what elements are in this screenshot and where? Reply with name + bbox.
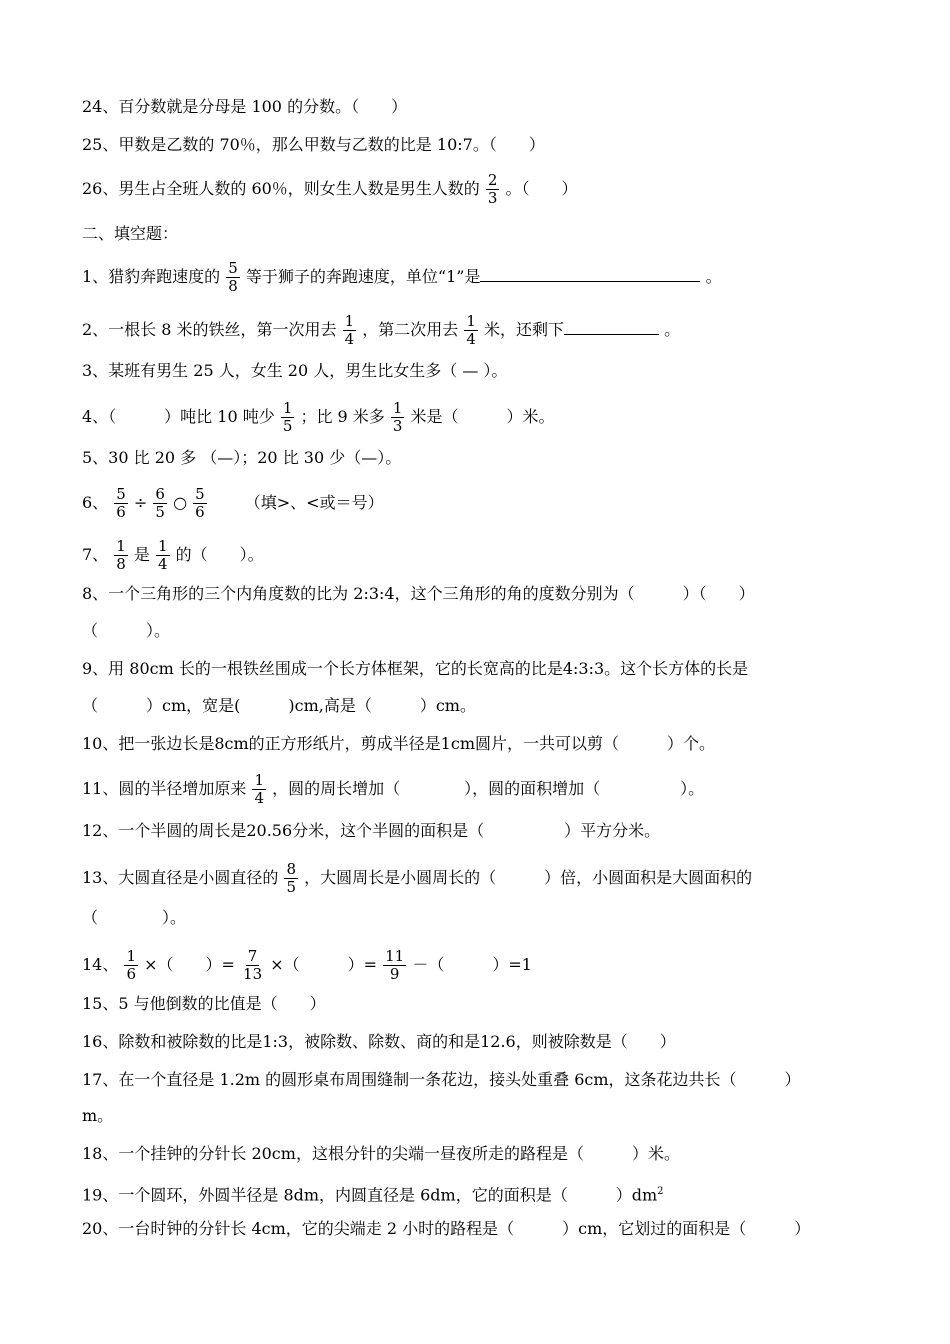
question-17-cont: m。 — [82, 1106, 114, 1125]
question-13: 13、大圆直径是小圆直径的 $\frac{8}{5}$ ，大圆周长是小圆周长的（ ）倍，小圆面积是大圆面积的 — [82, 860, 753, 896]
question-19: 19、一个圆环，外圆半径是 8dm，内圆直径是 6dm，它的面积是（ ）$dm^2$ — [82, 1185, 664, 1205]
question-12: 12、一个半圆的周长是20.56分米，这个半圆的面积是（ ）平方分米。 — [82, 821, 661, 840]
fraction: $\frac{2}{3}$ — [487, 171, 498, 207]
section-heading-fill-blank: 二、填空题： — [82, 224, 179, 243]
fraction: $\frac{1}{4}$ — [158, 537, 168, 573]
question-15: 15、5 与他倒数的比值是（ ） — [82, 994, 326, 1013]
fraction: $\frac{7}{13}$ — [243, 947, 263, 983]
question-26: 26、男生占全班人数的 60％，则女生人数是男生人数的 $\frac{2}{3}$ 。（ ） — [82, 171, 578, 207]
question-6: 6、 $\frac{5}{6}$ ÷ $\frac{6}{5}$ ○ $\frac{5}{6}$ （填>、<或＝号） — [82, 485, 384, 521]
question-5: 5、30 比 20 多 （—）；20 比 30 少（—）。 — [82, 448, 402, 467]
compare-circle[interactable]: ○ — [173, 493, 188, 512]
fraction: $\frac{1}{4}$ — [344, 312, 355, 348]
question-8-cont: （ ）。 — [82, 621, 171, 640]
question-24: 24、百分数就是分母是 100 的分数。（ ） — [82, 97, 408, 116]
question-7: 7、 $\frac{1}{8}$ 是 $\frac{1}{4}$ 的（ ）。 — [82, 537, 264, 573]
fraction: $\frac{6}{5}$ — [155, 485, 165, 521]
fraction: $\frac{1}{6}$ — [126, 947, 137, 983]
fraction: $\frac{5}{8}$ — [228, 259, 238, 295]
question-9-cont: （ ）cm，宽是( )cm,高是（ ）cm。 — [82, 696, 476, 715]
question-1: 1、猎豹奔跑速度的 $\frac{5}{8}$ 等于狮子的奔跑速度，单位“1”是 。 — [82, 259, 722, 295]
fraction: $\frac{1}{5}$ — [282, 399, 293, 435]
fraction: $\frac{1}{8}$ — [116, 537, 126, 573]
question-9: 9、用 80cm 长的一根铁丝围成一个长方体框架，它的长宽高的比是4:3:3。这个长方体的长是 — [82, 659, 749, 678]
question-16: 16、除数和被除数的比是1:3，被除数、除数、商的和是12.6，则被除数是（ ） — [82, 1032, 676, 1051]
fraction: $\frac{5}{6}$ — [195, 485, 205, 521]
question-8: 8、一个三角形的三个内角度数的比为 2:3:4，这个三角形的角的度数分别为（ ）（ ） — [82, 584, 755, 603]
question-17: 17、在一个直径是 1.2m 的圆形桌布周围缝制一条花边，接头处重叠 6cm，这条花边共长（ ） — [82, 1070, 801, 1089]
question-20: 20、一台时钟的分针长 4cm，它的尖端走 2 小时的路程是（ ）cm，它划过的面积是（ ） — [82, 1219, 811, 1238]
fraction: $\frac{8}{5}$ — [286, 860, 297, 896]
question-3: 3、某班有男生 25 人，女生 20 人，男生比女生多（ — ）。 — [82, 361, 508, 380]
fraction: $\frac{1}{4}$ — [466, 312, 476, 348]
question-18: 18、一个挂钟的分针长 20cm，这根分针的尖端一昼夜所走的路程是（ ）米。 — [82, 1144, 680, 1163]
question-2: 2、一根长 8 米的铁丝，第一次用去 $\frac{1}{4}$ ，第二次用去 $\frac{1}{4}$ 米，还剩下 。 — [82, 312, 681, 348]
answer-blank[interactable] — [480, 263, 700, 282]
question-10: 10、把一张边长是8cm的正方形纸片，剪成半径是1cm圆片，一共可以剪（ ）个。 — [82, 734, 715, 753]
fraction: $\frac{5}{6}$ — [116, 485, 126, 521]
question-4: 4、（ ）吨比 10 吨少 $\frac{1}{5}$ ；比 9 米多 $\frac{1}{3}$ 米是（ ）米。 — [82, 399, 555, 435]
answer-blank[interactable] — [564, 316, 659, 335]
question-25: 25、甲数是乙数的 70％，那么甲数与乙数的比是 10:7。（ ） — [82, 135, 545, 154]
fraction: $\frac{1}{3}$ — [392, 399, 403, 435]
fraction: $\frac{1}{4}$ — [254, 771, 265, 807]
question-13-cont: （ ）。 — [82, 908, 187, 927]
question-14: 14、 $\frac{1}{6}$ ×（ ）= $\frac{7}{13}$ ×（ ）= $\frac{11}{9}$ －（ ）=1 — [82, 947, 532, 983]
fraction: $\frac{11}{9}$ — [385, 947, 405, 983]
question-11: 11、圆的半径增加原来 $\frac{1}{4}$ ，圆的周长增加（ ），圆的面积增加（ ）。 — [82, 771, 705, 807]
